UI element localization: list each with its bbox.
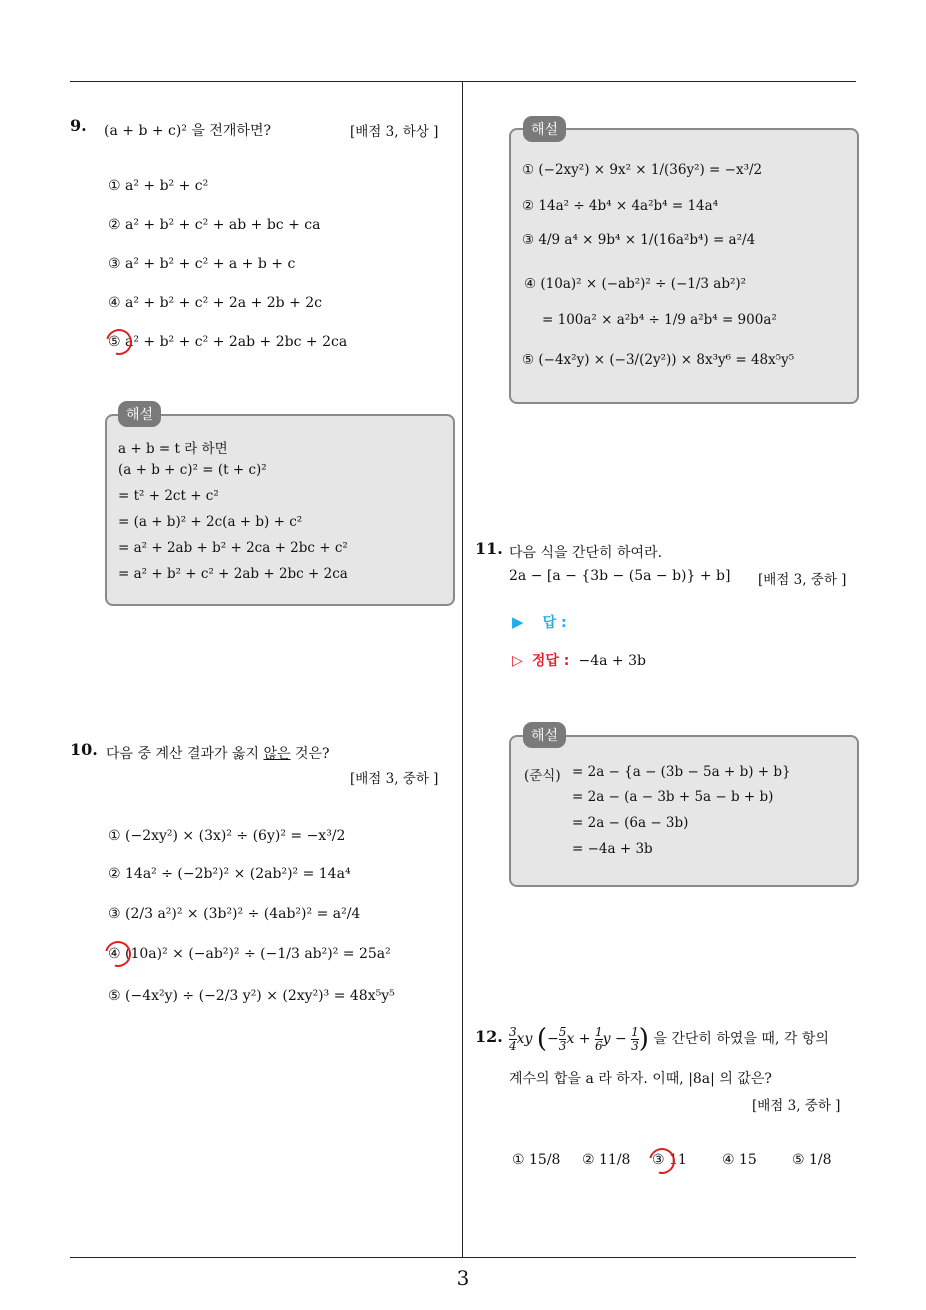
q9-choice-4[interactable]: ④ a² + b² + c² + 2a + 2b + 2c: [108, 295, 323, 311]
q10-choice-1[interactable]: ① (−2xy²) × (3x)² ÷ (6y)² = −x³/2: [108, 828, 346, 844]
q11-number: 11.: [475, 539, 503, 558]
q11-expression: 2a − [a − {3b − (5a − b)} + b]: [509, 568, 731, 584]
q10-stem-emphasis: 않은: [263, 746, 291, 762]
answer-label: 답 :: [542, 615, 567, 631]
q11-answer-row[interactable]: [512, 612, 567, 632]
q12-stem-line-1: $\frac{3}{4}$ xy (− $\frac{5}{3}$ x + $\frac{1}{6}$ y − $\frac{1}{3}$ ) 을 간단히 하였을 때, 각 항의: [509, 1024, 829, 1054]
q10-solution-line-2: ② 14a² ÷ 4b⁴ × 4a²b⁴ = 14a⁴: [522, 198, 719, 214]
correct-label: 정답 :: [531, 653, 570, 669]
q11-solution-line-1: = 2a − {a − (3b − 5a + b) + b}: [572, 764, 791, 780]
answer-arrow-icon: ▶: [512, 613, 524, 631]
q12-number: 12.: [475, 1027, 503, 1046]
correct-value: −4a + 3b: [578, 653, 646, 669]
q12-answer-mark-icon: [644, 1143, 680, 1179]
q12-stem-line-2: 계수의 합을 a 라 하자. 이때, |8a| 의 값은?: [509, 1071, 772, 1087]
q12-choice-2[interactable]: ② 11/8: [582, 1152, 631, 1168]
q9-choice-2[interactable]: ② a² + b² + c² + ab + bc + ca: [108, 217, 321, 233]
q10-choice-2[interactable]: ② 14a² ÷ (−2b²)² × (2ab²)² = 14a⁴: [108, 866, 351, 882]
q12-choice-5[interactable]: ⑤ 1/8: [792, 1152, 832, 1168]
q12-choice-3[interactable]: ③ 11: [652, 1152, 687, 1168]
q11-stem: 다음 식을 간단히 하여라.: [509, 545, 663, 561]
column-divider: [462, 82, 463, 1258]
q10-choice-3[interactable]: ③ (2/3 a²)² × (3b²)² ÷ (4ab²)² = a²/4: [108, 906, 361, 922]
q12-choice-4[interactable]: ④ 15: [722, 1152, 757, 1168]
q9-solution-line-4: = (a + b)² + 2c(a + b) + c²: [118, 514, 303, 530]
q10-solution-line-3: ③ 4/9 a⁴ × 9b⁴ × 1/(16a²b⁴) = a²/4: [522, 232, 756, 248]
q11-solution-lead: (준식): [524, 768, 561, 784]
q11-solution-line-3: = 2a − (6a − 3b): [572, 815, 689, 831]
q11-solution-box: [509, 735, 859, 887]
q9-solution-tag: 해설: [118, 401, 161, 427]
q11-correct-row: [512, 650, 646, 670]
q9-solution-line-3: = t² + 2ct + c²: [118, 488, 219, 504]
q9-number: 9.: [70, 116, 87, 135]
q10-score: [배점 3, 중하 ]: [350, 771, 439, 787]
q10-solution-line-4: ④ (10a)² × (−ab²)² ÷ (−1/3 ab²)²: [524, 276, 747, 292]
q9-solution-line-6: = a² + b² + c² + 2ab + 2bc + 2ca: [118, 566, 348, 582]
q12-score: [배점 3, 중하 ]: [752, 1098, 841, 1114]
q10-solution-tag: 해설: [523, 116, 566, 142]
page-number: 3: [456, 1266, 470, 1290]
q9-answer-mark-icon: [101, 324, 137, 360]
q9-choice-5[interactable]: ⑤ a² + b² + c² + 2ab + 2bc + 2ca: [108, 334, 348, 350]
q10-answer-mark-icon: [100, 936, 136, 972]
q12-expression: $\frac{3}{4}$ xy (− $\frac{5}{3}$ x + $\frac{1}{6}$ y − $\frac{1}{3}$ ): [509, 1024, 649, 1054]
q10-choice-4[interactable]: ④ (10a)² × (−ab²)² ÷ (−1/3 ab²)² = 25a²: [108, 946, 391, 962]
q9-stem: (a + b + c)² 을 전개하면?: [104, 123, 271, 139]
q11-score: [배점 3, 중하 ]: [758, 572, 847, 588]
q10-stem: 다음 중 계산 결과가 옳지 않은 것은?: [106, 746, 330, 762]
q10-solution-line-6: ⑤ (−4x²y) × (−3/(2y²)) × 8x³y⁶ = 48x⁵y⁵: [522, 352, 795, 368]
q10-number: 10.: [70, 740, 98, 759]
q10-choice-5[interactable]: ⑤ (−4x²y) ÷ (−2/3 y²) × (2xy²)³ = 48x⁵y⁵: [108, 988, 395, 1004]
q10-solution-line-5: = 100a² × a²b⁴ ÷ 1/9 a²b⁴ = 900a²: [542, 312, 777, 328]
q9-score: [배점 3, 하상 ]: [350, 124, 439, 140]
q10-solution-line-1: ① (−2xy²) × 9x² × 1/(36y²) = −x³/2: [522, 162, 763, 178]
q9-solution-line-1: a + b = t 라 하면: [118, 441, 228, 457]
q11-solution-line-2: = 2a − (a − 3b + 5a − b + b): [572, 789, 774, 805]
q12-choice-1[interactable]: ① 15/8: [512, 1152, 561, 1168]
q9-choice-1[interactable]: ① a² + b² + c²: [108, 178, 209, 194]
q9-solution-line-5: = a² + 2ab + b² + 2ca + 2bc + c²: [118, 540, 348, 556]
q11-solution-tag: 해설: [523, 722, 566, 748]
bottom-rule: [70, 1257, 856, 1258]
q11-solution-line-4: = −4a + 3b: [572, 841, 653, 857]
top-rule: [70, 81, 856, 82]
q9-choice-3[interactable]: ③ a² + b² + c² + a + b + c: [108, 256, 296, 272]
q9-solution-line-2: (a + b + c)² = (t + c)²: [118, 462, 267, 478]
correct-arrow-icon: ▷: [512, 653, 523, 669]
